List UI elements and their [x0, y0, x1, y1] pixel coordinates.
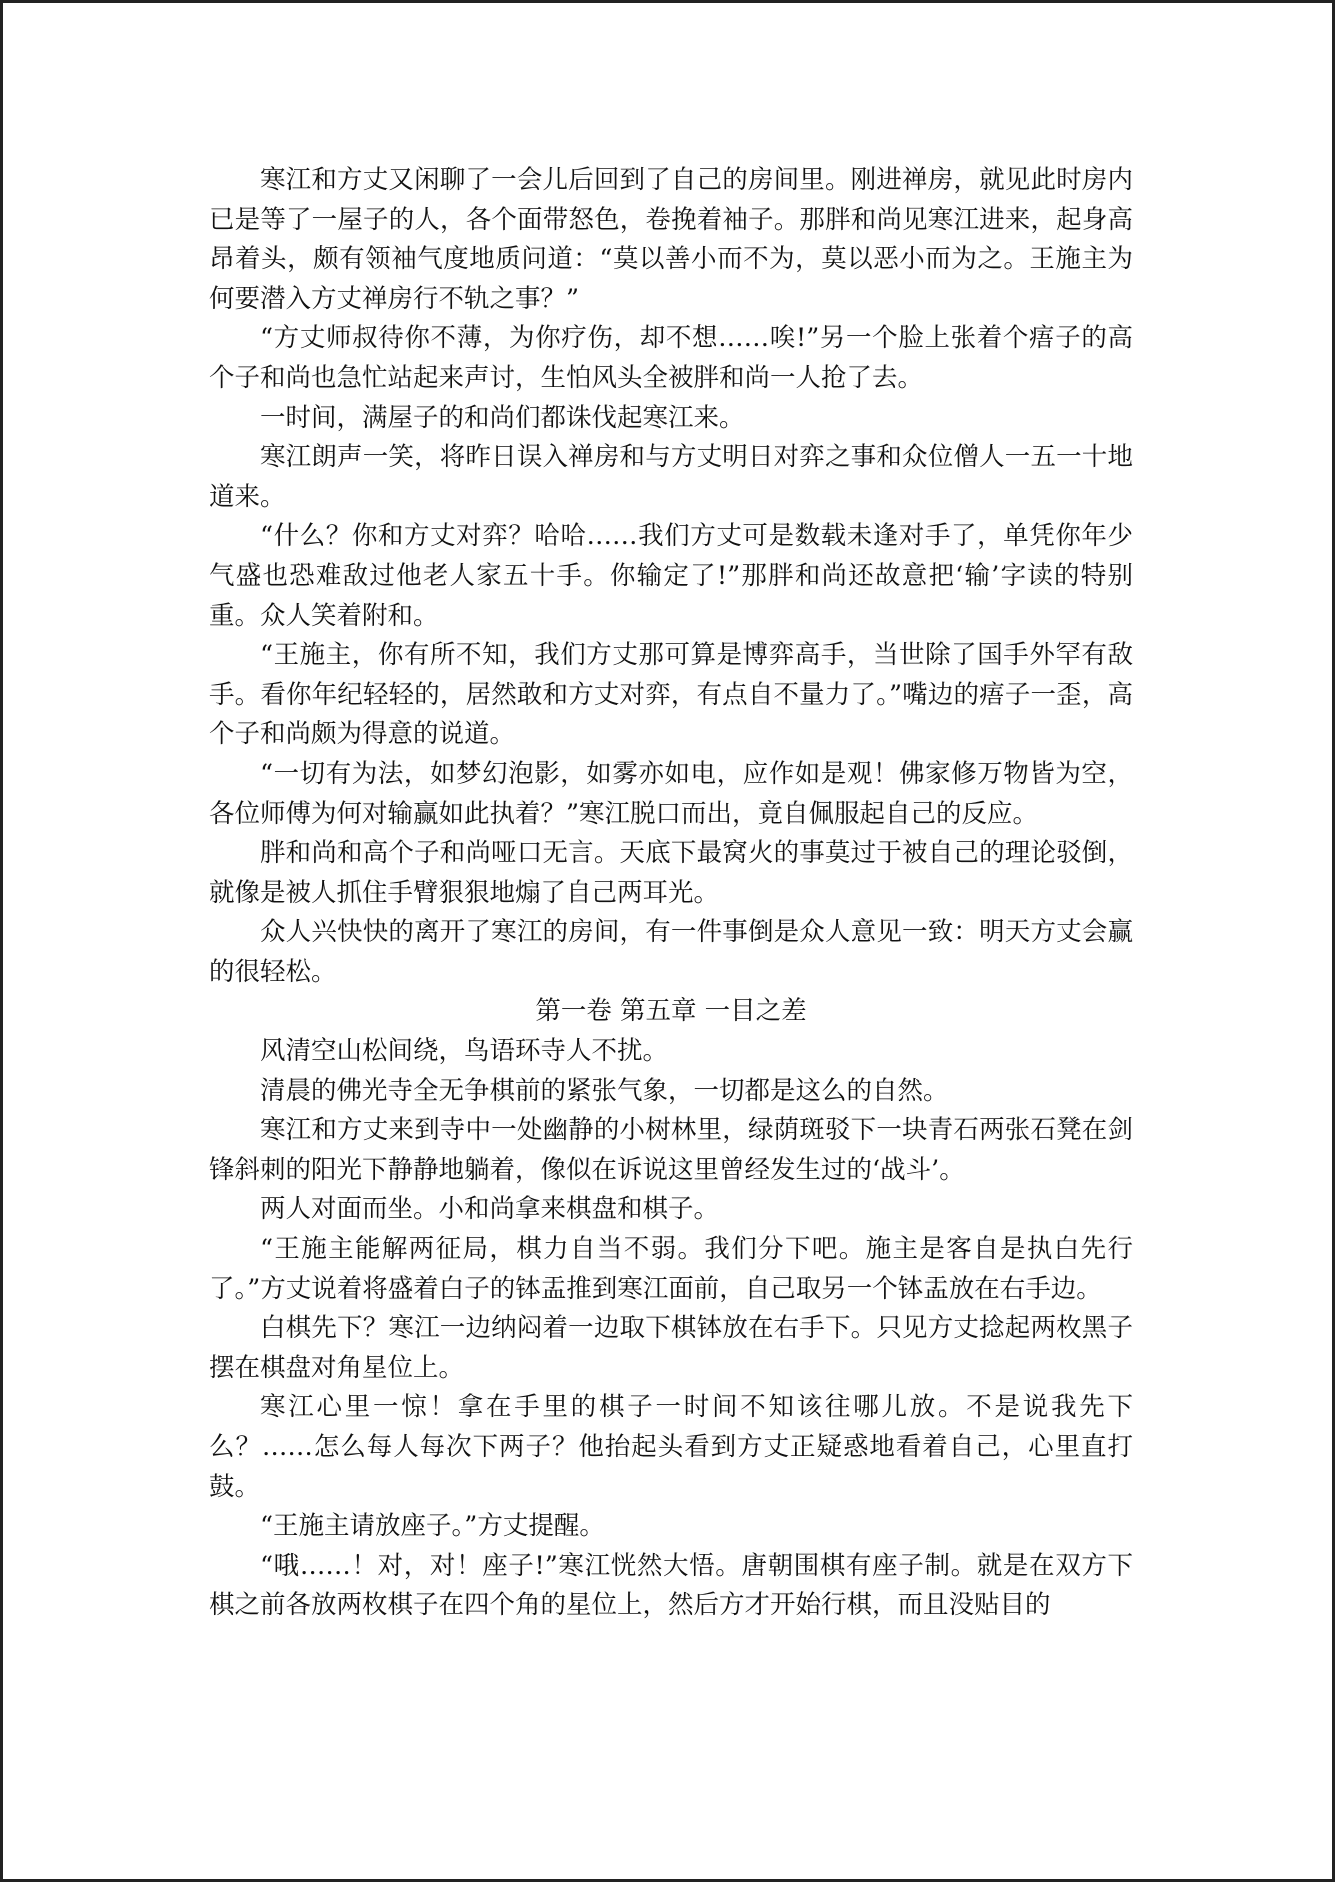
paragraph: 白棋先下？寒江一边纳闷着一边取下棋钵放在右手下。只见方丈捻起两枚黑子摆在棋盘对角星位上。 — [209, 1313, 1133, 1383]
paragraph: “王施主，你有所不知，我们方丈那可算是博弈高手，当世除了国手外罕有敌手。看你年纪轻轻的，居然敢和方丈对弈，有点自不量力了。”嘴边的痦子一歪，高个子和尚颇为得意的说道。 — [209, 640, 1133, 750]
paragraph: “方丈师叔待你不薄，为你疗伤，却不想……唉!”另一个脸上张着个痦子的高个子和尚也急忙站起来声讨，生怕风头全被胖和尚一人抢了去。 — [209, 323, 1133, 393]
paragraph: “王施主能解两征局，棋力自当不弱。我们分下吧。施主是客自是执白先行了。”方丈说着将盛着白子的钵盂推到寒江面前，自己取另一个钵盂放在右手边。 — [209, 1234, 1133, 1304]
paragraph: 寒江和方丈来到寺中一处幽静的小树林里，绿荫斑驳下一块青石两张石凳在剑锋斜刺的阳光下静静地躺着，像似在诉说这里曾经发生过的‘战斗’。 — [209, 1115, 1133, 1185]
paragraph: 一时间，满屋子的和尚们都诛伐起寒江来。 — [260, 402, 745, 433]
paragraph: 寒江心里一惊！拿在手里的棋子一时间不知该往哪儿放。不是说我先下么？……怎么每人每次下两子？他抬起头看到方丈正疑惑地看着自己，心里直打鼓。 — [209, 1392, 1133, 1502]
paragraph: 胖和尚和高个子和尚哑口无言。天底下最窝火的事莫过于被自己的理论驳倒，就像是被人抓住手臂狠狠地煽了自己两耳光。 — [209, 838, 1133, 908]
paragraph: 两人对面而坐。小和尚拿来棋盘和棋子。 — [260, 1194, 720, 1225]
paragraph: “哦……！对，对！座子!”寒江恍然大悟。唐朝围棋有座子制。就是在双方下棋之前各放两枚棋子在四个角的星位上，然后方才开始行棋，而且没贴目的 — [209, 1550, 1133, 1621]
paragraph: 众人兴快快的离开了寒江的房间，有一件事倒是众人意见一致：明天方丈会赢的很轻松。 — [209, 917, 1133, 987]
paragraph: 清晨的佛光寺全无争棋前的紧张气象，一切都是这么的自然。 — [260, 1075, 949, 1106]
paragraph: 寒江和方丈又闲聊了一会儿后回到了自己的房间里。刚进禅房，就见此时房内已是等了一屋子的人，各个面带怒色，卷挽着袖子。那胖和尚见寒江进来，起身高昂着头，颇有领袖气度地质问道：“莫以善小而不为，莫以恶小而为之。王施主为何要潜入方丈禅房行不轨之事？” — [209, 165, 1133, 314]
chapter-title: 第一卷 第五章 一目之差 — [535, 996, 807, 1027]
paragraph: 风清空山松间绕，鸟语环寺人不扰。 — [260, 1036, 669, 1067]
page-body — [209, 161, 1133, 1626]
paragraph: 寒江朗声一笑，将昨日误入禅房和与方丈明日对弈之事和众位僧人一五一十地道来。 — [209, 442, 1133, 512]
paragraph: “什么？你和方丈对弈？哈哈……我们方丈可是数载未逢对手了，单凭你年少气盛也恐难敌过他老人家五十手。你输定了!”那胖和尚还故意把‘输’字读的特别重。众人笑着附和。 — [209, 521, 1133, 631]
paragraph: “一切有为法，如梦幻泡影，如雾亦如电，应作如是观！佛家修万物皆为空，各位师傅为何对输赢如此执着？”寒江脱口而出，竟自佩服起自己的反应。 — [209, 758, 1133, 829]
paragraph: “王施主请放座子。”方丈提醒。 — [260, 1511, 605, 1542]
